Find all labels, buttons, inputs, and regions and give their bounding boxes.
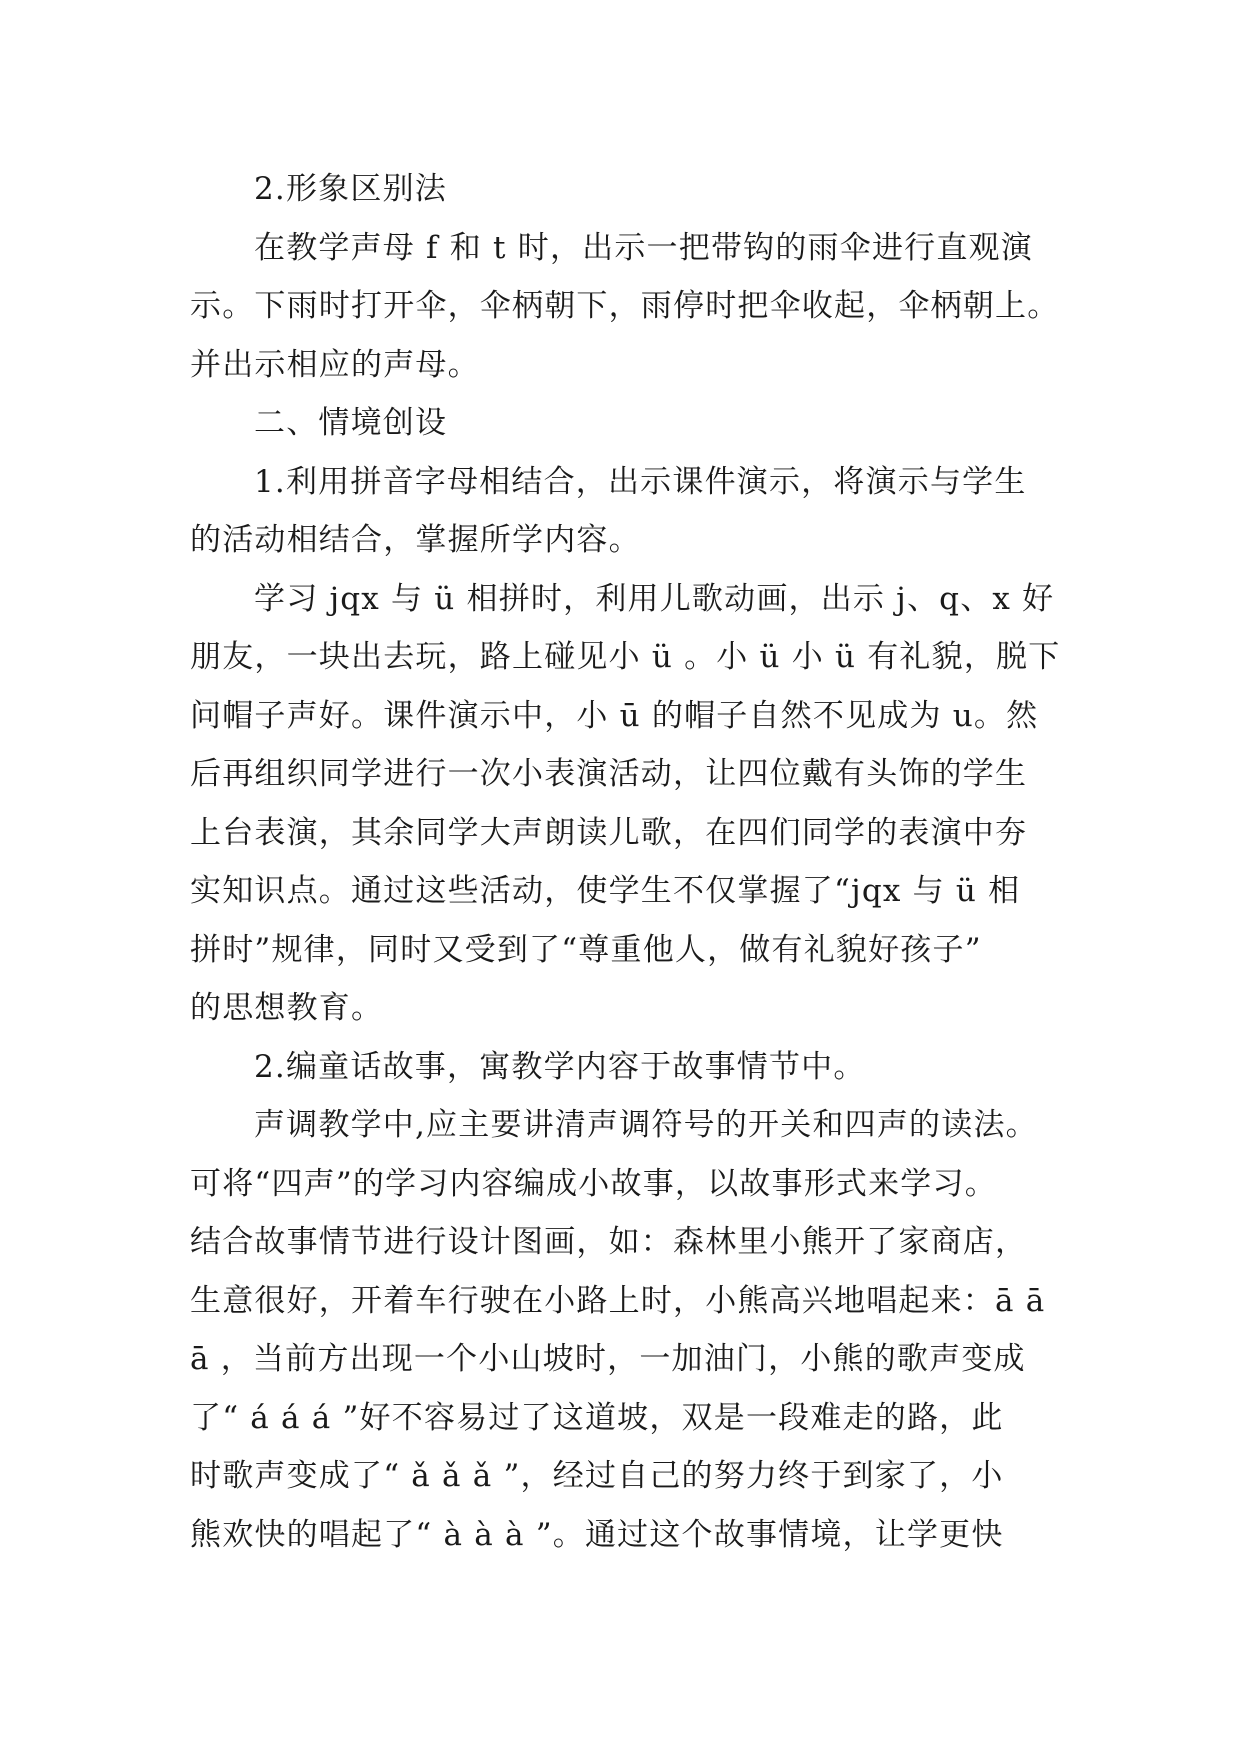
paragraph-line: 1.利用拼音字母相结合，出示课件演示，将演示与学生 <box>254 463 1027 500</box>
document-body <box>190 160 1061 1564</box>
paragraph-line: 生意很好，开着车行驶在小路上时，小熊高兴地唱起来：ā ā <box>190 1282 1046 1319</box>
paragraph-line: 上台表演，其余同学大声朗读儿歌，在四们同学的表演中夯 <box>190 814 1028 851</box>
paragraph-line: 时歌声变成了“ ǎ ǎ ǎ ”，经过自己的努力终于到家了，小 <box>190 1458 1004 1494</box>
paragraph-line: 声调教学中,应主要讲清声调符号的开关和四声的读法。 <box>254 1107 1038 1143</box>
paragraph-line: 后再组织同学进行一次小表演活动，让四位戴有头饰的学生 <box>190 756 1028 792</box>
paragraph-line: 了“ á á á ”好不容易过了这道坡，双是一段难走的路，此 <box>190 1399 1004 1436</box>
paragraph-line: 的活动相结合，掌握所学内容。 <box>190 522 641 558</box>
paragraph-line: ā ，当前方出现一个小山坡时，一加油门，小熊的歌声变成 <box>190 1341 1026 1377</box>
section-heading-2: 二、情境创设 <box>254 405 448 441</box>
paragraph-line: 学习 jqx 与 ü 相拼时，利用儿歌动画，出示 j、q、x 好 <box>254 580 1055 617</box>
paragraph-line: 熊欢快的唱起了“ à à à ”。通过这个故事情境，让学更快 <box>190 1516 1004 1553</box>
paragraph-line: 在教学声母 f 和 t 时，出示一把带钩的雨伞进行直观演 <box>254 229 1033 266</box>
paragraph-line: 拼时”规律，同时又受到了“尊重他人，做有礼貌好孩子” <box>190 931 982 968</box>
paragraph-line: 并出示相应的声母。 <box>190 346 480 383</box>
paragraph-line: 示。下雨时打开伞，伞柄朝下，雨停时把伞收起，伞柄朝上。 <box>190 288 1060 324</box>
paragraph-line: 实知识点。通过这些活动，使学生不仅掌握了“jqx 与 ü 相 <box>190 873 1021 909</box>
paragraph-line: 结合故事情节进行设计图画，如：森林里小熊开了家商店， <box>190 1224 1028 1260</box>
heading-method-2: 2.形象区别法 <box>254 171 447 207</box>
paragraph-line: 可将“四声”的学习内容编成小故事，以故事形式来学习。 <box>190 1165 997 1202</box>
heading-story-method: 2.编童话故事，寓教学内容于故事情节中。 <box>254 1048 866 1085</box>
paragraph-line: 朋友，一块出去玩，路上碰见小 ü 。小 ü 小 ü 有礼貌，脱下 <box>190 639 1061 675</box>
paragraph-line: 的思想教育。 <box>190 990 384 1026</box>
paragraph-line: 问帽子声好。课件演示中，小 ū 的帽子自然不见成为 u。然 <box>190 697 1039 734</box>
